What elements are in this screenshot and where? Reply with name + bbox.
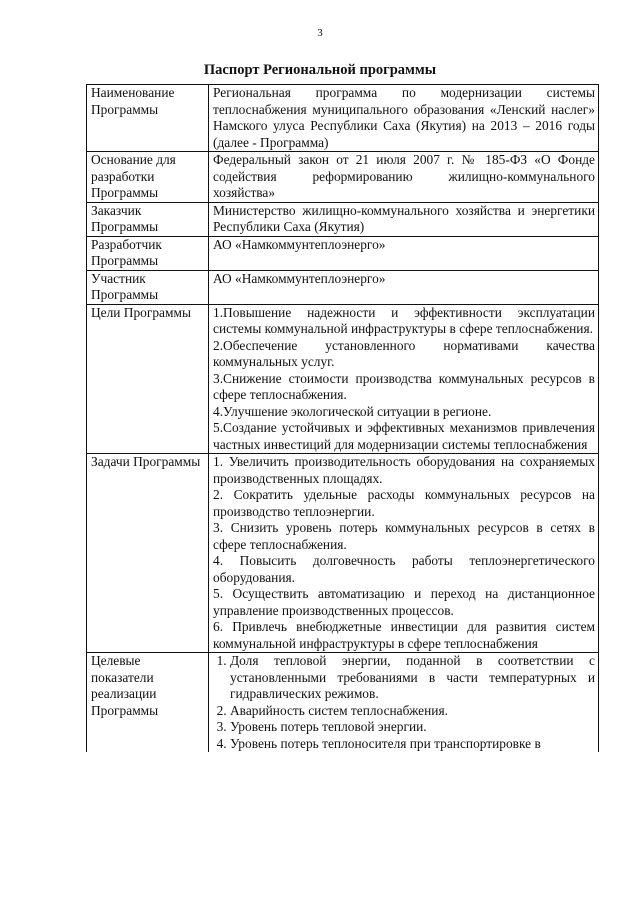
- task-item: 6. Привлечь внебюджетные инвестиции для развития систем коммунальной инфраструктуры в сфере теплоснабжения: [213, 619, 595, 651]
- row-value-basis: Федеральный закон от 21 июля 2007 г. № 185-ФЗ «О Фонде содействия реформированию жилищно-коммунального хозяйства»: [209, 152, 599, 203]
- indicator-item: 2. Аварийность систем теплоснабжения.: [230, 703, 595, 720]
- tasks-list: [209, 454, 599, 653]
- indicator-item: 3. Уровень потерь тепловой энергии.: [230, 719, 595, 736]
- indicators-list: [209, 653, 599, 753]
- goal-item: 3.Снижение стоимости производства коммунальных ресурсов в сфере теплоснабжения.: [213, 370, 595, 402]
- row-value-participant: АО «Намкоммунтеплоэнерго»: [209, 270, 599, 304]
- goal-item: 4.Улучшение экологической ситуации в регионе.: [213, 403, 492, 419]
- row-label-participant: Участник Программы: [87, 270, 209, 304]
- page-number: 3: [317, 27, 323, 39]
- table-row: [87, 454, 599, 653]
- task-item: 5. Осуществить автоматизацию и переход на дистанционное управление производственных процессов.: [213, 586, 595, 618]
- task-item: 4. Повысить долговечность работы теплоэнергетического оборудования.: [213, 553, 595, 585]
- row-label-developer: Разработчик Программы: [87, 236, 209, 270]
- goal-item: 1.Повышение надежности и эффективности эксплуатации системы коммунальной инфраструктуры в сфере теплоснабжения.: [213, 304, 595, 336]
- task-item: 1. Увеличить производительность оборудования на сохраняемых производственных площадях.: [213, 454, 595, 486]
- table-row: [87, 653, 599, 753]
- table-row: [87, 202, 599, 236]
- task-item: 2. Сократить удельные расходы коммунальных ресурсов на производство теплоэнергии.: [213, 487, 595, 519]
- task-item: 3. Снизить уровень потерь коммунальных ресурсов в сетях в сфере теплоснабжения.: [213, 520, 595, 552]
- row-value-customer: Министерство жилищно-коммунального хозяйства и энергетики Республики Саха (Якутия): [209, 202, 599, 236]
- row-value-name: Региональная программа по модернизации системы теплоснабжения муниципального образования «Ленский наслег» Намского улуса Республики Саха (Якутия) на 2013 – 2016 годы (далее - Программа): [209, 85, 599, 152]
- row-label-name: Наименование Программы: [87, 85, 209, 152]
- row-label-indicators: Целевые показатели реализации Программы: [87, 653, 209, 753]
- indicator-item: 4. Уровень потерь теплоносителя при транспортировке в: [230, 736, 595, 753]
- table-row: [87, 270, 599, 304]
- row-label-basis: Основание для разработки Программы: [87, 152, 209, 203]
- indicator-item: 1. Доля тепловой энергии, поданной в соответствии с установленными требованиями в части температурных и гидравлических режимов.: [230, 653, 595, 703]
- program-passport-table: [86, 84, 599, 752]
- table-row: [87, 304, 599, 454]
- row-label-goals: Цели Программы: [87, 304, 209, 454]
- row-label-customer: Заказчик Программы: [87, 202, 209, 236]
- table-row: [87, 236, 599, 270]
- row-label-tasks: Задачи Программы: [87, 454, 209, 653]
- goal-item: 5.Создание устойчивых и эффективных механизмов привлечения частных инвестиций для модернизации системы теплоснабжения: [213, 420, 595, 452]
- table-row: [87, 85, 599, 152]
- goal-item: 2.Обеспечение установленного нормативами качества коммунальных услуг.: [213, 337, 595, 369]
- document-title: Паспорт Региональной программы: [203, 62, 437, 78]
- row-value-developer: АО «Намкоммунтеплоэнерго»: [209, 236, 599, 270]
- table-row: [87, 152, 599, 203]
- goals-list: [209, 304, 599, 454]
